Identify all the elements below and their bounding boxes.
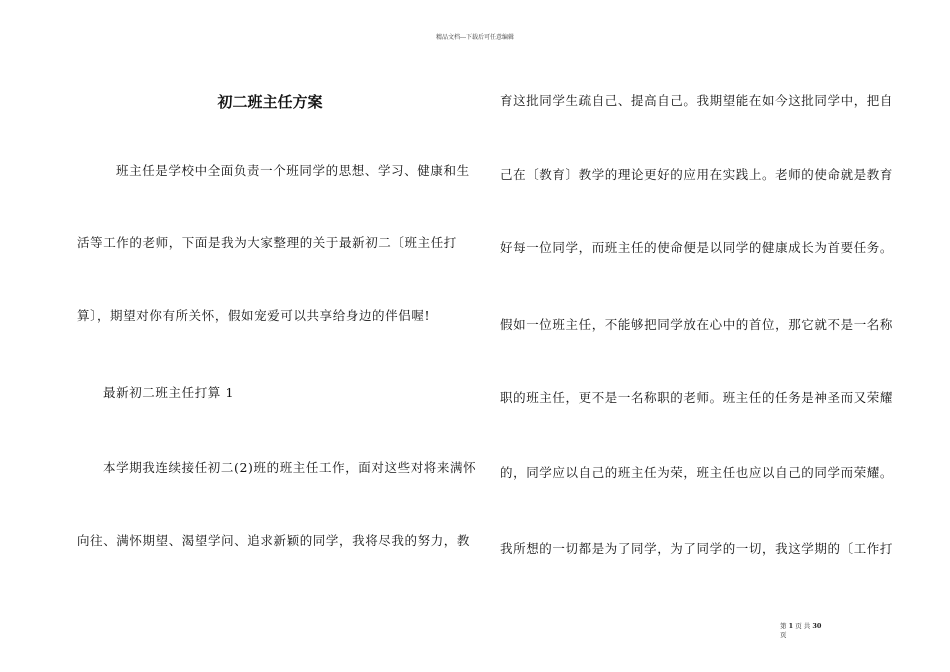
paragraph-line: 好每一位同学，而班主任的使命便是以同学的健康成长为首要任务。 (500, 240, 894, 255)
page-total: 30 (812, 622, 822, 630)
footer-mid: 页 共 (795, 622, 811, 630)
paragraph-line: 职的班主任，更不是一名称职的老师。班主任的任务是神圣而又荣耀 (500, 390, 894, 405)
document-title: 初二班主任方案 (217, 93, 323, 111)
paragraph-line: 我所想的一切都是为了同学，为了同学的一切，我这学期的〔工作打 (500, 541, 894, 556)
paragraph-line: 向往、满怀期望、渴望学问、追求新颖的同学，我将尽我的努力，教 (77, 533, 471, 548)
paragraph-line: 假如一位班主任，不能够把同学放在心中的首位，那它就不是一名称 (500, 317, 894, 332)
paragraph-line: 活等工作的老师，下面是我为大家整理的关于最新初二〔班主任打 (77, 235, 457, 250)
paragraph-line: 的，同学应以自己的班主任为荣，班主任也应以自己的同学而荣耀。 (500, 465, 894, 480)
paragraph-line: 算〕，期望对你有所关怀，假如宠爱可以共享给身边的伴侣喔! (77, 308, 431, 323)
paragraph-line: 本学期我连续接任初二(2)班的班主任工作，面对这些对将来满怀 (103, 460, 477, 475)
page-footer (780, 622, 821, 640)
paragraph-line: 己在〔教育〕教学的理论更好的应用在实践上。老师的使命就是教育 (500, 167, 894, 182)
footer-prefix: 第 (780, 622, 787, 630)
section-heading: 最新初二班主任打算 1 (103, 385, 235, 400)
page-number: 1 (788, 622, 794, 630)
footer-suffix: 页 (780, 631, 787, 639)
paragraph-line: 育这批同学生疏自己、提高自己。我期望能在如今这批同学中，把自 (500, 93, 894, 108)
page-header: 精品文档---下载后可任意编辑 (435, 34, 515, 41)
paragraph-line: 班主任是学校中全面负责一个班同学的思想、学习、健康和生 (116, 163, 470, 178)
